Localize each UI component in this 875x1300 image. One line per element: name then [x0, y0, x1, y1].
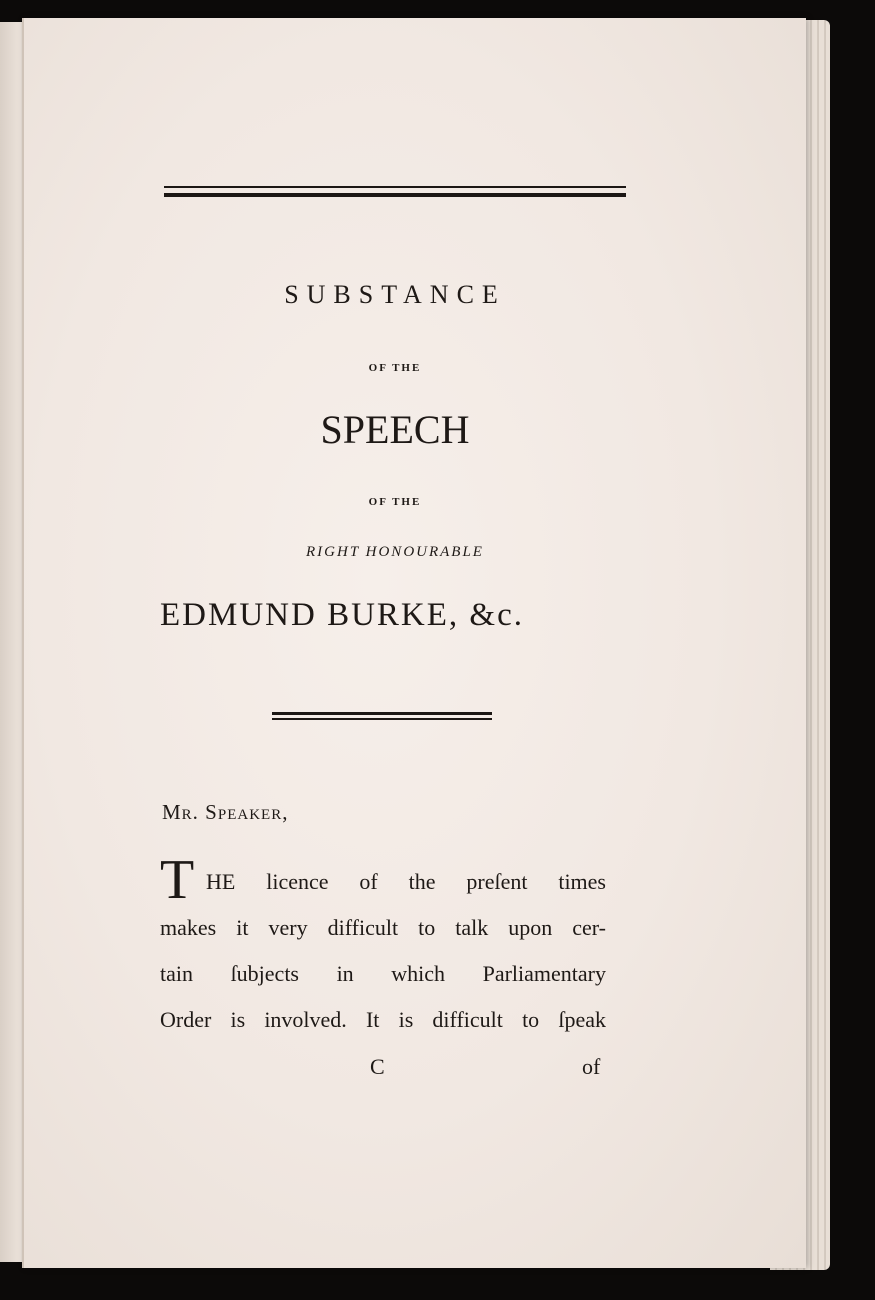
title-substance: SUBSTANCE [284, 280, 506, 309]
title-speech: SPEECH [320, 407, 470, 452]
body-line-4: Order is involved. It is difficult to ſpeak [160, 1007, 606, 1032]
body-line-3: tain ſubjects in which Parliamentary [160, 961, 606, 986]
body-line-2: makes it very difficult to talk upon cer- [160, 915, 606, 940]
header-double-rule [164, 186, 626, 198]
signature-mark: C [370, 1054, 385, 1079]
section-divider-rule [272, 712, 492, 722]
title-of-the-1: OF THE [368, 362, 422, 374]
title-right-honourable: RIGHT HONOURABLE [306, 544, 484, 560]
book-page [22, 18, 806, 1268]
title-of-the-2: OF THE [368, 496, 422, 508]
body-line-1: HE licence of the preſent times [206, 869, 606, 894]
title-author-name: EDMUND BURKE, &c. [160, 597, 524, 633]
drop-cap: T [160, 849, 195, 911]
catchword: of [582, 1054, 601, 1079]
salutation: Mr. Speaker, [162, 800, 289, 824]
